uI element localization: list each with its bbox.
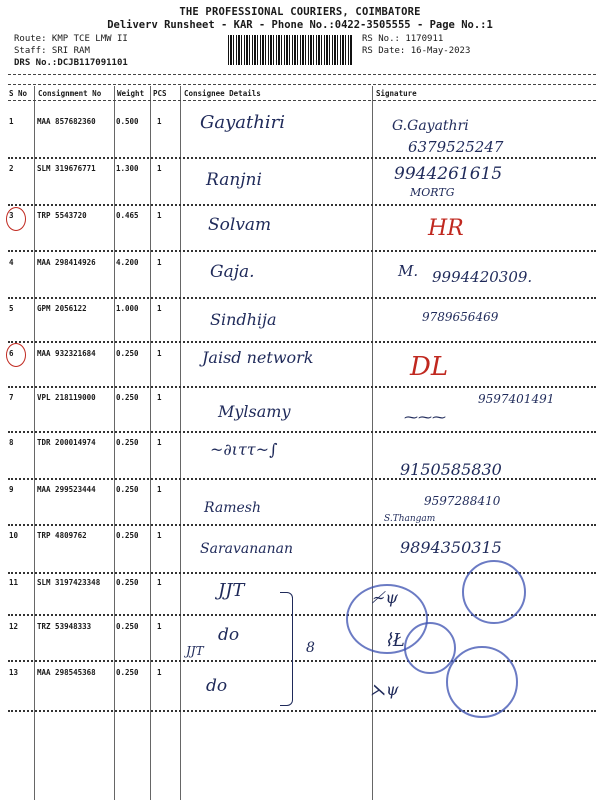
signature-handwriting: 9597401491 bbox=[478, 392, 555, 406]
cell-pcs: 1 bbox=[157, 578, 162, 587]
divider bbox=[8, 84, 596, 85]
cell-weight: 0.250 bbox=[116, 438, 139, 447]
cell-sno: 13 bbox=[9, 668, 19, 677]
rs-number: RS No.: 1170911 bbox=[362, 34, 444, 44]
header-consignment: Consignment No bbox=[38, 89, 102, 98]
institute-stamp bbox=[462, 560, 526, 624]
cell-weight: 0.250 bbox=[116, 393, 139, 402]
row-separator bbox=[8, 386, 596, 388]
cell-consignment: VPL 218119000 bbox=[37, 393, 96, 402]
row-separator bbox=[8, 710, 596, 712]
cell-pcs: 1 bbox=[157, 622, 162, 631]
row-separator bbox=[8, 478, 596, 480]
cell-pcs: 1 bbox=[157, 668, 162, 677]
cell-consignment: MAA 299523444 bbox=[37, 485, 96, 494]
signature-scribble: ⋋ψ bbox=[370, 680, 399, 699]
cell-consignment: TRP 5543720 bbox=[37, 211, 87, 220]
consignee-handwriting: do bbox=[218, 625, 240, 645]
divider bbox=[8, 100, 596, 101]
column-divider bbox=[150, 86, 151, 800]
signature-scribble: MORTG bbox=[410, 186, 455, 199]
header-sno: S No bbox=[9, 89, 28, 98]
cell-sno: 11 bbox=[9, 578, 19, 587]
cell-sno: 5 bbox=[9, 304, 14, 313]
cell-consignment: TRP 4809762 bbox=[37, 531, 87, 540]
cell-sno: 10 bbox=[9, 531, 19, 540]
cell-sno: 1 bbox=[9, 117, 14, 126]
cell-weight: 0.250 bbox=[116, 531, 139, 540]
consignee-handwriting: Gaja. bbox=[210, 262, 255, 282]
cell-consignment: SLM 3197423348 bbox=[37, 578, 101, 587]
cell-sno: 8 bbox=[9, 438, 14, 447]
cell-sno: 6 bbox=[9, 349, 14, 358]
signature-scribble: S.Thangam bbox=[384, 514, 436, 524]
cell-pcs: 1 bbox=[157, 304, 162, 313]
cell-consignment: SLM 319676771 bbox=[37, 164, 96, 173]
cell-weight: 0.250 bbox=[116, 578, 139, 587]
signature-scribble: ≁ψ bbox=[372, 588, 398, 607]
signature-handwriting: G.Gayathri bbox=[392, 118, 469, 134]
cell-weight: 0.250 bbox=[116, 349, 139, 358]
cell-sno: 9 bbox=[9, 485, 14, 494]
rs-date: RS Date: 16-May-2023 bbox=[362, 46, 471, 56]
row-separator bbox=[8, 431, 596, 433]
cell-weight: 0.465 bbox=[116, 211, 139, 220]
cell-weight: 0.250 bbox=[116, 668, 139, 677]
signature-handwriting: DL bbox=[410, 352, 449, 382]
barcode-image bbox=[228, 35, 352, 65]
cell-weight: 1.300 bbox=[116, 164, 139, 173]
cell-weight: 0.250 bbox=[116, 622, 139, 631]
consignee-handwriting: ~∂ιττ~∫ bbox=[210, 440, 278, 459]
column-divider bbox=[34, 86, 35, 800]
cell-consignment: GPM 2056122 bbox=[37, 304, 87, 313]
header-consignee: Consignee Details bbox=[184, 89, 261, 98]
cell-consignment: TDR 200014974 bbox=[37, 438, 96, 447]
grouping-bracket bbox=[280, 592, 293, 706]
cell-consignment: MAA 857682360 bbox=[37, 117, 96, 126]
consignee-handwriting: Sindhija bbox=[210, 310, 277, 329]
cell-weight: 0.500 bbox=[116, 117, 139, 126]
consignee-handwriting: Ramesh bbox=[204, 500, 261, 516]
signature-handwriting: 9894350315 bbox=[400, 538, 502, 557]
cell-pcs: 1 bbox=[157, 438, 162, 447]
consignee-handwriting: Mylsamy bbox=[218, 402, 291, 421]
header-pcs: PCS bbox=[153, 89, 167, 98]
row-separator bbox=[8, 341, 596, 343]
signature-handwriting: 9597288410 bbox=[424, 494, 501, 508]
cell-pcs: 1 bbox=[157, 164, 162, 173]
cell-pcs: 1 bbox=[157, 531, 162, 540]
signature-scribble: ⌇Ł bbox=[384, 630, 405, 651]
cell-sno: 7 bbox=[9, 393, 14, 402]
company-title: THE PROFESSIONAL COURIERS, COIMBATORE bbox=[179, 6, 421, 18]
consignee-handwriting: do bbox=[206, 676, 228, 696]
cell-consignment: MAA 298414926 bbox=[37, 258, 96, 267]
cell-weight: 0.250 bbox=[116, 485, 139, 494]
row-separator bbox=[8, 524, 596, 526]
consignee-mark: 8 bbox=[306, 640, 315, 656]
cell-pcs: 1 bbox=[157, 349, 162, 358]
signature-handwriting: HR bbox=[428, 216, 464, 241]
consignee-handwriting: Saravananan bbox=[200, 541, 293, 557]
cell-consignment: MAA 932321684 bbox=[37, 349, 96, 358]
signature-handwriting: 9944261615 bbox=[394, 164, 503, 184]
cell-weight: 1.000 bbox=[116, 304, 139, 313]
cell-sno: 4 bbox=[9, 258, 14, 267]
cell-sno: 2 bbox=[9, 164, 14, 173]
drs-number: DRS No.:DCJB117091101 bbox=[14, 58, 128, 68]
header-signature: Signature bbox=[376, 89, 417, 98]
cell-consignment: TRZ 53948333 bbox=[37, 622, 92, 631]
cell-pcs: 1 bbox=[157, 211, 162, 220]
consignee-handwriting: JJT bbox=[218, 580, 245, 601]
consignee-handwriting: Ranjni bbox=[206, 170, 262, 190]
consignee-handwriting: Gayathiri bbox=[200, 112, 285, 133]
column-divider bbox=[180, 86, 181, 800]
runsheet-title: Deliverv Runsheet - KAR - Phone No.:0422-3505555 - Page No.:1 bbox=[107, 19, 493, 31]
cell-pcs: 1 bbox=[157, 393, 162, 402]
cell-sno: 3 bbox=[9, 211, 14, 220]
signature-handwriting: 9789656469 bbox=[422, 310, 499, 324]
consignee-handwriting: Solvam bbox=[208, 215, 272, 235]
cell-weight: 4.200 bbox=[116, 258, 139, 267]
phone-handwriting: 6379525247 bbox=[408, 138, 504, 156]
cell-sno: 12 bbox=[9, 622, 19, 631]
route-text: Route: KMP TCE LMW II bbox=[14, 34, 128, 44]
consignee-handwriting: Jaisd network bbox=[202, 348, 314, 367]
phone-handwriting: 9994420309. bbox=[432, 268, 533, 286]
header-weight: Weight bbox=[117, 89, 145, 98]
cell-pcs: 1 bbox=[157, 117, 162, 126]
divider bbox=[8, 74, 596, 75]
row-separator bbox=[8, 250, 596, 252]
column-divider bbox=[114, 86, 115, 800]
cell-consignment: MAA 298545368 bbox=[37, 668, 96, 677]
signature-scribble: ⁓⁓⁓ bbox=[404, 410, 446, 426]
row-separator bbox=[8, 297, 596, 299]
cell-pcs: 1 bbox=[157, 485, 162, 494]
staff-text: Staff: SRI RAM bbox=[14, 46, 90, 56]
cell-pcs: 1 bbox=[157, 258, 162, 267]
consignee-handwriting: JJT bbox=[186, 644, 204, 658]
institute-stamp bbox=[446, 646, 518, 718]
signature-handwriting: M. bbox=[398, 262, 419, 280]
institute-stamp bbox=[404, 622, 456, 674]
row-separator bbox=[8, 204, 596, 206]
row-separator bbox=[8, 157, 596, 159]
signature-handwriting: 9150585830 bbox=[400, 460, 502, 479]
